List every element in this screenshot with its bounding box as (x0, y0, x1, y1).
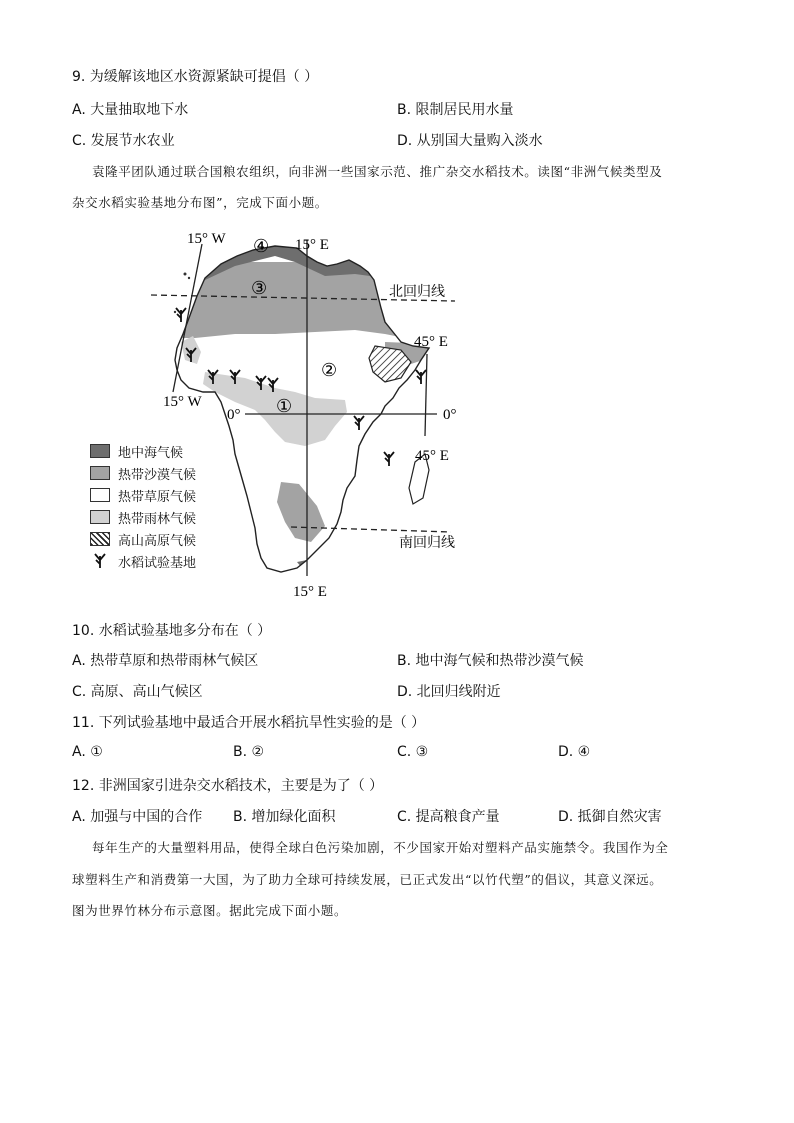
legend-swatch (90, 466, 110, 480)
question-9-option-b[interactable]: B. 限制居民用水量 (397, 102, 514, 118)
question-11-stem: 11. 下列试验基地中最适合开展水稻抗旱性实验的是（ ） (72, 715, 426, 731)
legend-item-rainforest (90, 508, 196, 526)
question-12-stem: 12. 非洲国家引进杂交水稻技术，主要是为了（ ） (72, 778, 384, 794)
meridian-45e (425, 354, 427, 436)
question-10-option-c[interactable]: C. 高原、高山气候区 (72, 684, 203, 700)
question-10-option-b[interactable]: B. 地中海气候和热带沙漠气候 (397, 653, 584, 669)
rice-base-icon (90, 553, 110, 569)
question-9-option-c[interactable]: C. 发展节水农业 (72, 133, 175, 149)
desert-north (165, 262, 445, 340)
legend-label: 水稻试验基地 (118, 555, 197, 571)
question-11-option-d[interactable]: D. ④ (558, 744, 591, 760)
legend-label: 地中海气候 (118, 445, 184, 461)
legend-label: 热带雨林气候 (118, 511, 197, 527)
rice-base-marker (416, 370, 426, 384)
legend-swatch (90, 510, 110, 524)
legend-item-savanna (90, 486, 196, 504)
region-2-marker: ② (321, 360, 338, 380)
legend-label: 高山高原气候 (118, 533, 197, 549)
question-10-option-a[interactable]: A. 热带草原和热带雨林气候区 (72, 653, 259, 669)
rice-base-marker (384, 452, 394, 466)
label-equator-right: 0° (443, 407, 457, 423)
label-15w-bottom: 15° W (163, 394, 202, 410)
question-12-option-a[interactable]: A. 加强与中国的合作 (72, 809, 203, 825)
label-45e-top: 45° E (414, 334, 448, 350)
question-11-option-c[interactable]: C. ③ (397, 744, 429, 760)
question-9-option-d[interactable]: D. 从别国大量购入淡水 (397, 133, 543, 149)
region-4-marker: ④ (253, 236, 270, 256)
label-tropic-of-capricorn: 南回归线 (399, 536, 455, 551)
label-tropic-of-cancer: 北回归线 (389, 285, 445, 300)
question-11-option-b[interactable]: B. ② (233, 744, 265, 760)
label-15w-top: 15° W (187, 231, 226, 247)
legend-swatch-hatch (90, 532, 110, 546)
region-1-marker: ① (276, 396, 293, 416)
question-10-option-d[interactable]: D. 北回归线附近 (397, 684, 501, 700)
legend-swatch (90, 444, 110, 458)
legend-item-rice-base (90, 552, 196, 570)
passage-2-line-1: 每年生产的大量塑料用品，使得全球白色污染加剧，不少国家开始对塑料产品实施禁令。我国作为全 (92, 840, 669, 855)
label-45e-bottom: 45° E (415, 448, 449, 464)
legend-swatch (90, 488, 110, 502)
question-9-stem: 9. 为缓解该地区水资源紧缺可提倡（ ） (72, 69, 319, 85)
legend-item-tropical-desert (90, 464, 196, 482)
question-10-stem: 10. 水稻试验基地多分布在（ ） (72, 623, 272, 639)
question-12-option-b[interactable]: B. 增加绿化面积 (233, 809, 336, 825)
question-11-option-a[interactable]: A. ① (72, 744, 103, 760)
passage-2-line-3: 图为世界竹林分布示意图。据此完成下面小题。 (72, 903, 348, 918)
rice-base-marker (176, 308, 186, 322)
legend-item-mediterranean (90, 442, 183, 460)
passage-1-line-1: 袁隆平团队通过联合国粮农组织，向非洲一些国家示范、推广杂交水稻技术。读图“非洲气候类型及 (92, 164, 663, 179)
question-9-option-a[interactable]: A. 大量抽取地下水 (72, 102, 189, 118)
question-12-option-c[interactable]: C. 提高粮食产量 (397, 809, 500, 825)
legend-item-highland (90, 530, 196, 548)
label-15e-bottom: 15° E (293, 584, 327, 600)
label-15e-top: 15° E (295, 237, 329, 253)
question-12-option-d[interactable]: D. 抵御自然灾害 (558, 809, 662, 825)
passage-1-line-2: 杂交水稻实验基地分布图”，完成下面小题。 (72, 195, 328, 210)
legend-label: 热带草原气候 (118, 489, 197, 505)
legend-label: 热带沙漠气候 (118, 467, 197, 483)
passage-2-line-2: 球塑料生产和消费第一大国，为了助力全球可持续发展，已正式发出“以竹代塑”的倡议，其意义深远。 (72, 872, 663, 887)
label-equator-left: 0° (227, 407, 241, 423)
region-3-marker: ③ (251, 278, 268, 298)
